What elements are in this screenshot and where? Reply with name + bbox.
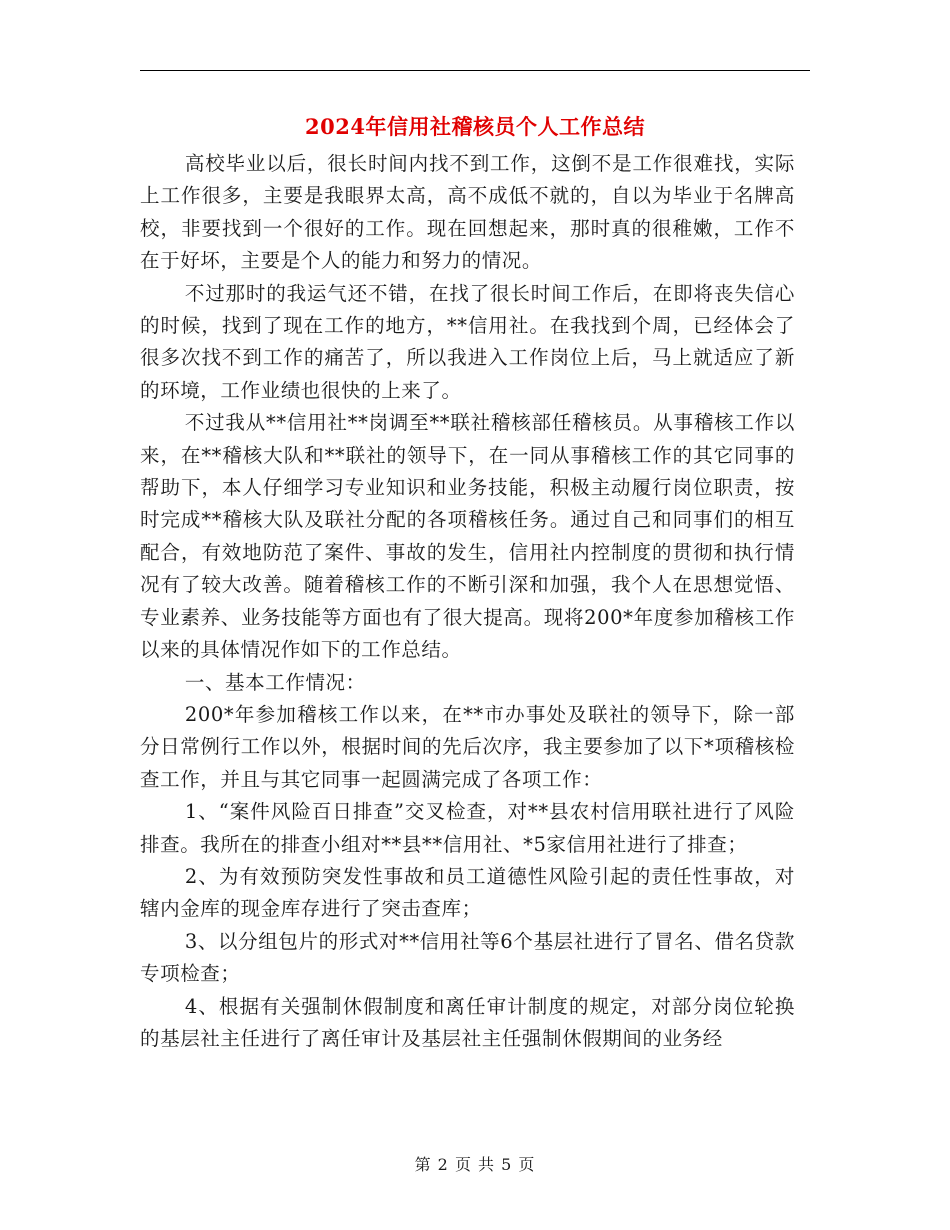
paragraph: 200*年参加稽核工作以来，在**市办事处及联社的领导下，除一部分日常例行工作以外，根据时间的先后次序，我主要参加了以下*项稽核检查工作，并且与其它同事一起圆满完成了各项工作： xyxy=(140,702,795,791)
list-item: 3、以分组包片的形式对**信用社等6个基层社进行了冒名、借名贷款专项检查； xyxy=(140,929,795,986)
document-title: 2024年信用社稽核员个人工作总结 xyxy=(305,114,645,139)
section-heading: 一、基本工作情况： xyxy=(184,670,366,694)
list-item: 2、为有效预防突发性事故和员工道德性风险引起的责任性事故，对辖内金库的现金库存进行了突击查库； xyxy=(140,864,795,921)
paragraph: 不过我从**信用社**岗调至**联社稽核部任稽核员。从事稽核工作以来，在**稽核大队和**联社的领导下，在一同从事稽核工作的其它同事的帮助下，本人仔细学习专业知识和业务技能，积极主动履行岗位职责，按时完成**稽核大队及联社分配的各项稽核任务。通过自己和同事们的相互配合，有效地防范了案件、事故的发生，信用社内控制度的贯彻和执行情况有了较大改善。随着稽核工作的不断引深和加强，我个人在思想觉悟、专业素养、业务技能等方面也有了很大提高。现将200*年度参加稽核工作以来的具体情况作如下的工作总结。 xyxy=(140,411,795,662)
list-item: 4、根据有关强制休假制度和离任审计制度的规定，对部分岗位轮换的基层社主任进行了离任审计及基层社主任强制休假期间的业务经 xyxy=(140,994,795,1050)
header-rule xyxy=(140,70,810,71)
document-body xyxy=(140,148,795,1055)
list-item: 1、“案件风险百日排查”交叉检查，对**县农村信用联社进行了风险排查。我所在的排查小组对**县**信用社、*5家信用社进行了排查； xyxy=(140,800,795,856)
paragraph: 不过那时的我运气还不错，在找了很长时间工作后，在即将丧失信心的时候，找到了现在工作的地方，**信用社。在我找到个周，已经体会了很多次找不到工作的痛苦了，所以我进入工作岗位上后，马上就适应了新的环境，工作业绩也很快的上来了。 xyxy=(140,281,795,402)
paragraph: 高校毕业以后，很长时间内找不到工作，这倒不是工作很难找，实际上工作很多，主要是我眼界太高，高不成低不就的，自以为毕业于名牌高校，非要找到一个很好的工作。现在回想起来，那时真的很稚嫩，工作不在于好坏，主要是个人的能力和努力的情况。 xyxy=(140,152,795,273)
page-number: 第 2 页 共 5 页 xyxy=(414,1155,536,1174)
